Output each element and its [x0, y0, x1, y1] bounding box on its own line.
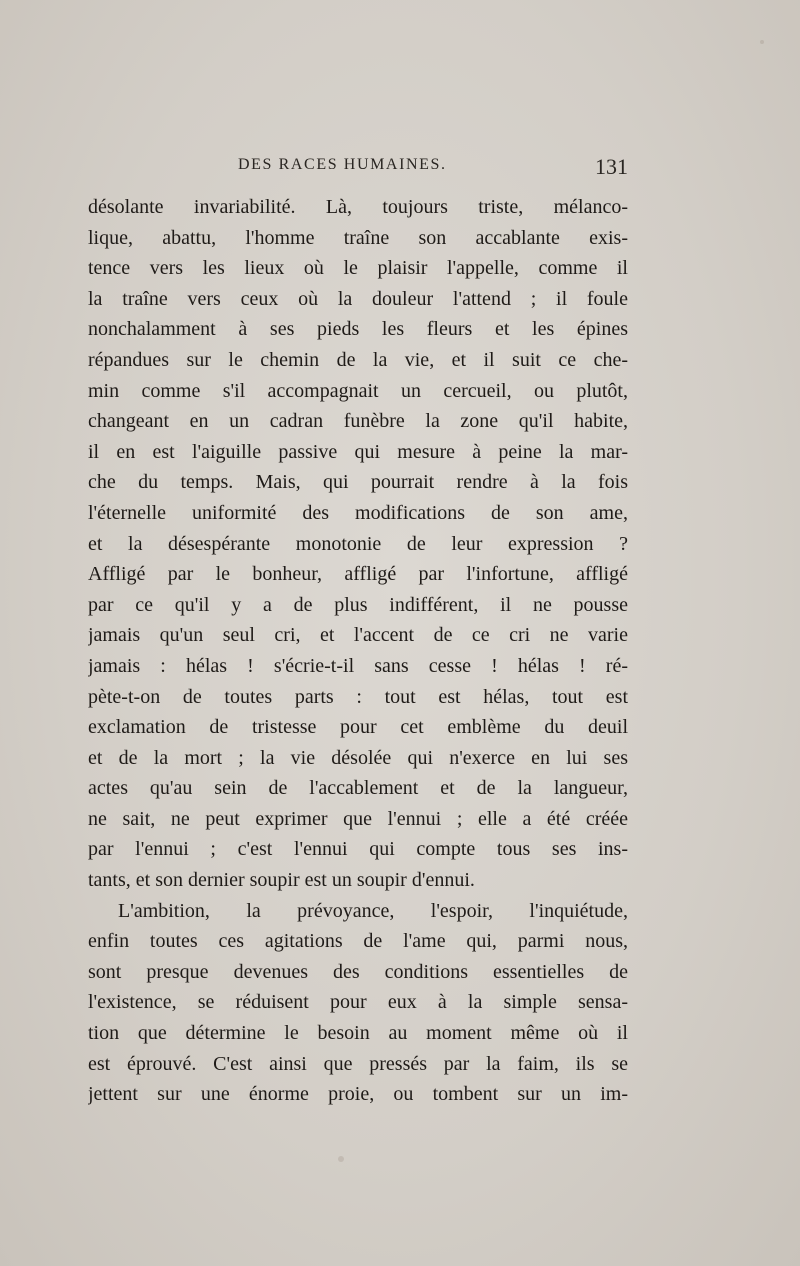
text-line: par ce qu'il y a de plus indifférent, il ne pousse [88, 593, 628, 616]
text-line: jamais qu'un seul cri, et l'accent de ce cri ne varie [88, 624, 628, 647]
text-line: jamais : hélas ! s'écrie-t-il sans cesse ! hélas ! ré- [88, 654, 628, 677]
page-number: 131 [595, 154, 628, 179]
text-line: enfin toutes ces agitations de l'ame qui, parmi nous, [88, 930, 628, 953]
text-line: lique, abattu, l'homme traîne son accablante exis- [88, 226, 628, 249]
text-line: par l'ennui ; c'est l'ennui qui compte tous ses ins- [88, 838, 628, 861]
text-line: tants, et son dernier soupir est un soupir d'ennui. [88, 869, 475, 892]
text-line: changeant en un cadran funèbre la zone qu'il habite, [88, 410, 628, 433]
paper-spot [760, 40, 764, 44]
text-line: l'éternelle uniformité des modifications de son ame, [88, 501, 628, 524]
text-line: pète-t-on de toutes parts : tout est hélas, tout est [88, 685, 628, 708]
text-line: et de la mort ; la vie désolée qui n'exerce en lui ses [88, 746, 628, 769]
text-line: l'existence, se réduisent pour eux à la simple sensa- [88, 991, 628, 1014]
text-line: tence vers les lieux où le plaisir l'appelle, comme il [88, 257, 628, 280]
text-line: il en est l'aiguille passive qui mesure à peine la mar- [88, 440, 628, 463]
text-line: répandues sur le chemin de la vie, et il suit ce che- [88, 348, 628, 371]
text-line: et la désespérante monotonie de leur expression ? [88, 532, 628, 555]
text-line: sont presque devenues des conditions essentielles de [88, 960, 628, 983]
text-line: est éprouvé. C'est ainsi que pressés par la faim, ils se [88, 1052, 628, 1075]
running-title: DES RACES HUMAINES. [238, 156, 447, 173]
text-line: tion que détermine le besoin au moment même où il [88, 1022, 628, 1045]
text-line: L'ambition, la prévoyance, l'espoir, l'inquiétude, [118, 899, 628, 922]
text-line: nonchalamment à ses pieds les fleurs et les épines [88, 318, 628, 341]
text-line: désolante invariabilité. Là, toujours triste, mélanco- [88, 196, 628, 218]
text-line: la traîne vers ceux où la douleur l'attend ; il foule [88, 287, 628, 310]
paper-spot [338, 1156, 344, 1162]
text-line: exclamation de tristesse pour cet emblème du deuil [88, 716, 628, 739]
page-header [88, 156, 628, 186]
text-line: Affligé par le bonheur, affligé par l'infortune, affligé [88, 563, 628, 586]
text-line: min comme s'il accompagnait un cercueil, ou plutôt, [88, 379, 628, 402]
text-line: ne sait, ne peut exprimer que l'ennui ; elle a été créée [88, 807, 628, 830]
text-line: che du temps. Mais, qui pourrait rendre à la fois [88, 471, 628, 494]
text-line: jettent sur une énorme proie, ou tombent sur un im- [88, 1083, 628, 1106]
body-text [88, 192, 628, 1110]
text-line: actes qu'au sein de l'accablement et de la langueur, [88, 777, 628, 800]
